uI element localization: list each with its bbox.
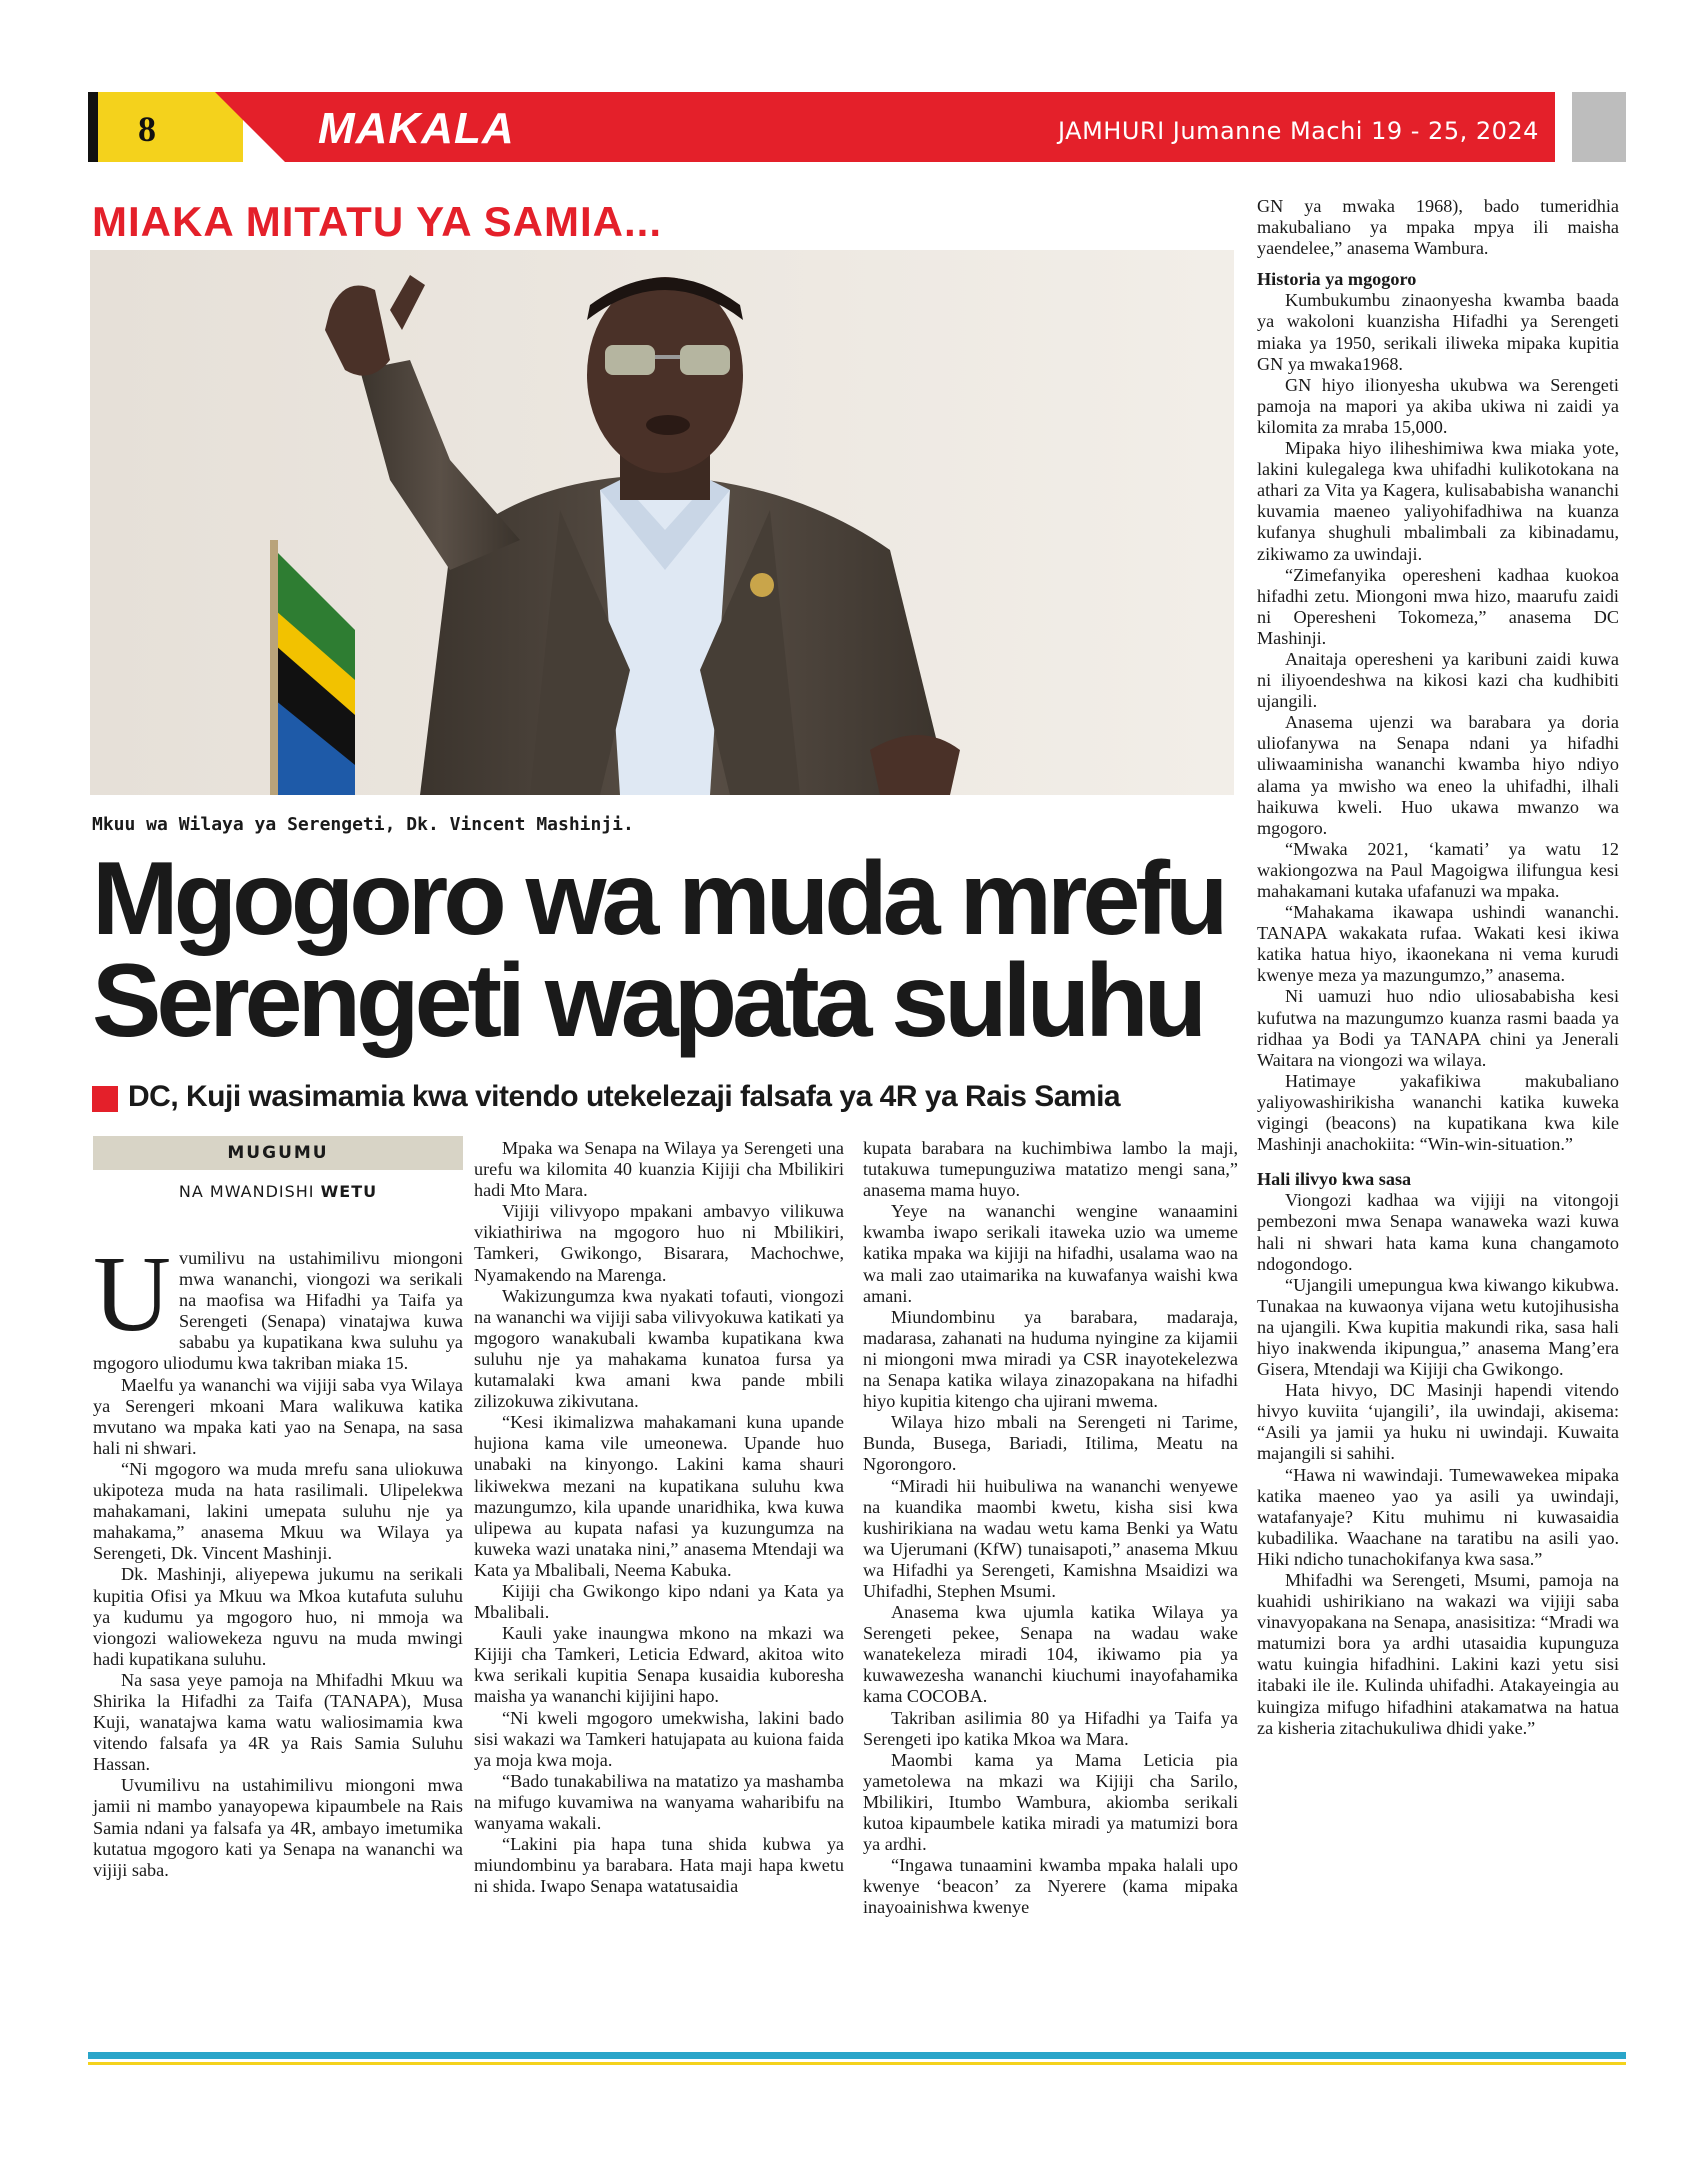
paragraph: Mipaka hiyo iliheshimiwa kwa miaka yote, lakini kulegalega kwa uhifadhi kulikotokana na athari za Vita ya Kagera, kulisababisha wananchi kuvamia maeneo yaliyohifadhiwa na kuanza kufanya shughuli mbalimbali za kibinadamu, zikiwamo za uwindaji. bbox=[1257, 438, 1619, 564]
deck-subheadline: DC, Kuji wasimamia kwa vitendo utekelezaji falsafa ya 4R ya Rais Samia bbox=[128, 1080, 1121, 1113]
paragraph: “Ujangili umepungua kwa kiwango kikubwa. Tunakaa na kuwaonya vijana wetu kutojihusisha na ujangili. Kwa kupitia makundi rika, sasa hali hiyo inakwenda ikipungua,” anasema Mang’era Gisera, Mtendaji wa Kijiji cha Gwikongo. bbox=[1257, 1274, 1619, 1380]
headline-line-2: Serengeti wapata suluhu bbox=[92, 943, 1203, 1059]
paragraph: “Mahakama ikawapa ushindi wananchi. TANAPA wakakata rufaa. Wakati kesi ikiwa katika hatua hiyo, ikaonekana ni vema kurudi kwenye meza ya mazungumzo,” anasema. bbox=[1257, 902, 1619, 986]
paragraph: GN hiyo ilionyesha ukubwa wa Serengeti pamoja na mapori ya akiba ukiwa ni zaidi ya kilomita za mraba 15,000. bbox=[1257, 374, 1619, 437]
paragraph: Na sasa yeye pamoja na Mhifadhi Mkuu wa Shirika la Hifadhi za Taifa (TANAPA), Musa Kuji, wanatajwa kama watu waliosimamia kwa vitendo falsafa ya 4R ya Rais Samia Suluhu Hassan. bbox=[93, 1669, 463, 1775]
photo-caption: Mkuu wa Wilaya ya Serengeti, Dk. Vincent Mashinji. bbox=[92, 814, 634, 835]
paragraph: Hatimaye yakafikiwa makubaliano yaliyowashirikisha wananchi katika kuweka vigingi (beacons) na kupatikana kwa kile Mashinji anachokiita: “Win-win-situation.” bbox=[1257, 1070, 1619, 1155]
paragraph: GN ya mwaka 1968), bado tumeridhia makubaliano ya mpaka mpya ili maisha yaendelee,” anasema Wambura. bbox=[1257, 196, 1619, 259]
paragraph: Yeye na wananchi wengine wanaamini kwamba iwapo serikali itaweka uzio wa umeme katika mpaka wa kijiji na hifadhi, usalama wao na wa mali zao utaimarika na kuwafanya waishi kwa amani. bbox=[863, 1201, 1238, 1306]
kicker-headline: MIAKA MITATU YA SAMIA... bbox=[92, 198, 662, 245]
article-photo bbox=[90, 250, 1234, 795]
paragraph: Viongozi kadhaa wa vijiji na vitongoji pembezoni mwa Senapa wanaweka wazi kuwa hali ni shwari hata kama kuna changamoto ndogondogo. bbox=[1257, 1190, 1619, 1274]
paragraph: Maelfu ya wananchi wa vijiji saba vya Wilaya ya Serengeri mkoani Mara walikuwa katika mvutano wa mpaka kati yao na Senapa, na sasa hali ni shwari. bbox=[93, 1374, 463, 1458]
subheading: Hali ilivyo kwa sasa bbox=[1257, 1169, 1412, 1190]
paragraph: Vijiji vilivyopo mpakani ambavyo vilikuwa vikiathiriwa na mgogoro huo ni Mbilikiri, Tamkeri, Gwikongo, Bisarara, Machochwe, Nyamakendo na Marenga. bbox=[474, 1201, 844, 1285]
paragraph: kupata barabara na kuchimbiwa lambo la maji, tutakuwa tumepunguziwa matatizo mengi sana,” anasema mama huyo. bbox=[863, 1138, 1238, 1201]
paragraph: Maombi kama ya Mama Leticia pia yametolewa na mkazi wa Kijiji cha Sarilo, Mbilikiri, Itumbo Wambura, akiomba serikali kutoa kipaumbele katika miradi ya matumizi bora ya ardhi. bbox=[863, 1749, 1238, 1855]
paragraph: Kauli yake inaungwa mkono na mkazi wa Kijiji cha Tamkeri, Leticia Edward, akitoa wito kwa serikali kupitia Senapa kusaidia kuboresha maisha ya wananchi kijijini hapo. bbox=[474, 1623, 844, 1707]
section-title: MAKALA bbox=[318, 104, 515, 153]
article-column-2 bbox=[474, 1138, 844, 1897]
page-number: 8 bbox=[138, 109, 156, 149]
paragraph: Takriban asilimia 80 ya Hifadhi ya Taifa ya Serengeti ipo katika Mkoa wa Mara. bbox=[863, 1707, 1238, 1749]
paragraph: Kumbukumbu zinaonyesha kwamba baada ya wakoloni kuanzisha Hifadhi ya Serengeti miaka ya 1950, serikali iliweka mipaka kupitia GN ya mwaka1968. bbox=[1257, 290, 1619, 374]
dateline-place: MUGUMU bbox=[93, 1136, 463, 1170]
byline-prefix: NA MWANDISHI bbox=[178, 1182, 315, 1201]
headline-line-1: Mgogoro wa muda mrefu bbox=[92, 841, 1224, 957]
paragraph: Anasema ujenzi wa barabara ya doria uliofanywa na Senapa ndani ya hifadhi uliwaaminisha wananchi kwamba hiyo ndiyo alama ya mwisho wa eneo la uhifadhi, ilhali haikuwa kweli. Huo ukawa mwanzo wa mgogoro. bbox=[1257, 712, 1619, 838]
byline bbox=[93, 1182, 463, 1201]
paragraph: Anaitaja operesheni ya karibuni zaidi kuwa ni iliyoendeshwa na kikosi kazi cha kudhibiti ujangili. bbox=[1257, 648, 1619, 712]
footer-rule-accent bbox=[88, 2062, 1626, 2065]
paragraph: Uvumilivu na ustahimilivu miongoni mwa wananchi, viongozi wa serikali na maofisa wa Hifadhi ya Taifa ya Serengeti (Senapa) vinatajwa kuwa sababu ya kupatikana kwa suluhu ya mgogoro uliodumu kwa takriban miaka 15. bbox=[93, 1235, 463, 1374]
paragraph: Dk. Mashinji, aliyepewa jukumu na serikali kupitia Ofisi ya Mkuu wa Mkoa kutafuta suluhu ya kudumu ya mgogoro huo, ni mmoja wa viongozi waliowekeza nguvu na muda mwingi hadi kupatikana suluhu. bbox=[93, 1564, 463, 1669]
paragraph: Wilaya hizo mbali na Serengeti ni Tarime, Bunda, Busega, Bariadi, Itilima, Meatu na Ngorongoro. bbox=[863, 1412, 1238, 1475]
paragraph: “Ni kweli mgogoro umekwisha, lakini bado sisi wakazi wa Tamkeri hatujapata au kuiona faida ya moja kwa moja. bbox=[474, 1707, 844, 1770]
paragraph: “Mwaka 2021, ‘kamati’ ya watu 12 wakiongozwa na Paul Magoigwa ilifungua kesi mahakamani kutaka ufafanuzi wa mpaka. bbox=[1257, 838, 1619, 901]
paragraph: “Kesi ikimalizwa mahakamani kuna upande hujiona kama vile umeonewa. Upande huo unabaki na kinyongo. Lakini kama shauri likiwekwa mezani na kupatikana suluhu kwa mazungumzo, kila upande unaridhika, kwa kuwa ulipewa au kupata nafasi ya kuzungumza na kuweka wazi unataka nini,” anasema Mtendaji wa Kata ya Mbalibali, Neema Kabuka. bbox=[474, 1412, 844, 1580]
header-end-block bbox=[1572, 92, 1626, 162]
article-column-4 bbox=[1257, 196, 1619, 1739]
paragraph: Uvumilivu na ustahimilivu miongoni mwa jamii ni mambo yanayopewa kipaumbele na Rais Samia ndani ya falsafa ya 4R, ambayo imetumika kutatua mgogoro kati ya Senapa na wananchi wa vijiji saba. bbox=[93, 1775, 463, 1880]
footer-rule bbox=[88, 2052, 1626, 2059]
paragraph: Mpaka wa Senapa na Wilaya ya Serengeti una urefu wa kilomita 40 kuanzia Kijiji cha Mbilikiri hadi Mto Mara. bbox=[474, 1138, 844, 1201]
subheading: Historia ya mgogoro bbox=[1257, 269, 1417, 290]
paragraph: “Bado tunakabiliwa na matatizo ya mashamba na mifugo kuvamiwa na wanyama waharibifu na wanyama wakali. bbox=[474, 1770, 844, 1833]
paragraph: Hata hivyo, DC Masinji hapendi vitendo hivyo kuviita ‘ujangili’, ila uwindaji, akisema: “Asili ya jamii ya huku ni uwindaji. Kuwaita majangili si sahihi. bbox=[1257, 1380, 1619, 1464]
article-column-1 bbox=[93, 1235, 463, 1881]
byline-name: WETU bbox=[320, 1182, 378, 1201]
paragraph: Miundombinu ya barabara, madaraja, madarasa, zahanati na huduma nyingine za kijamii ni miongoni mwa miradi ya CSR inayotekelezwa na Senapa katika wilaya zinazopakana na hifadhi hiyo kupitia kitengo cha ujirani mwema. bbox=[863, 1306, 1238, 1412]
article-column-3 bbox=[863, 1138, 1238, 1918]
paragraph: “Hawa ni wawindaji. Tumewawekea mipaka katika maeneo yao ya asili ya uwindaji, watafanyaje? Kitu muhimu ni kuwasaidia kubadilika. Waachane na taratibu na asili yao. Hiki ndicho tunachokifanya kwa sasa.” bbox=[1257, 1464, 1619, 1569]
paragraph: Ni uamuzi huo ndio uliosababisha kesi kufutwa na mazungumzo kuanza rasmi baada ya ridhaa ya Bodi ya TANAPA chini ya Jenerali Waitara na viongozi wa wilaya. bbox=[1257, 986, 1619, 1070]
paragraph: “Miradi hii huibuliwa na wananchi wenyewe na kuandika maombi kwetu, kisha sisi kwa kushirikiana na wadau wetu kama Benki ya Watu wa Ujerumani (KfW) tunaisapoti,” anasema Mkuu wa Hifadhi ya Serengeti, Kamishna Msaidizi wa Uhifadhi, Stephen Msumi. bbox=[863, 1475, 1238, 1601]
main-headline bbox=[92, 841, 1242, 1059]
header-edge-bar bbox=[88, 92, 98, 162]
paragraph: “Ni mgogoro wa muda mrefu sana uliokuwa ukipoteza muda na hata rasilimali. Ulipelekwa mahakamani, lakini umepata suluhu nje ya mahakama,” anasema Mkuu wa Wilaya ya Serengeti, Dk. Vincent Mashinji. bbox=[93, 1458, 463, 1564]
paragraph: “Ingawa tunaamini kwamba mpaka halali upo kwenye ‘beacon’ za Nyerere (kama mipaka inayoainishwa kwenye bbox=[863, 1855, 1238, 1918]
drop-cap: U bbox=[93, 1235, 171, 1354]
paragraph: Kijiji cha Gwikongo kipo ndani ya Kata ya Mbalibali. bbox=[474, 1580, 844, 1623]
paragraph: Anasema kwa ujumla katika Wilaya ya Serengeti pekee, Senapa na wadau wake wanatekeleza miradi 104, ikiwamo pia ya kuwawezesha wananchi kiuchumi inayofahamika kama COCOBA. bbox=[863, 1602, 1238, 1707]
paragraph: Mhifadhi wa Serengeti, Msumi, pamoja na kuahidi ushirikiano na wakazi wa vijiji saba vinavyopakana na Senapa, anasisitiza: “Mradi wa matumizi bora ya ardhi utasaidia kupunguza watu kuingia hifadhini. Lakini kazi yetu sisi itabaki ile ile. Kulinda uhifadhi. Atakayeingia au kuingiza mifugo hifadhini atakamatwa na hatua za kisheria zitachukuliwa dhidi yake.” bbox=[1257, 1570, 1619, 1738]
paragraph: “Lakini pia hapa tuna shida kubwa ya miundombinu ya barabara. Hata maji hapa kwetu ni shida. Iwapo Senapa watatusaidia bbox=[474, 1834, 844, 1897]
paragraph: Wakizungumza kwa nyakati tofauti, viongozi na wananchi wa vijiji saba vilivyokuwa katikati ya mgogoro wanakubali kwamba kupatikana kwa suluhu nje ya mahakama kunatoa fursa ya kutamalaki kwa amani kwa pande mbili zilizokuwa zikivutana. bbox=[474, 1285, 844, 1412]
header-page-tab bbox=[98, 92, 243, 162]
paragraph: “Zimefanyika operesheni kadhaa kuokoa hifadhi zetu. Miongoni mwa hizo, maarufu zaidi ni Operesheni Tokomeza,” anasema DC Mashinji. bbox=[1257, 564, 1619, 648]
portrait-illustration bbox=[90, 250, 1234, 795]
issue-date: JAMHURI Jumanne Machi 19 - 25, 2024 bbox=[1058, 117, 1539, 145]
deck-bullet-icon bbox=[92, 1086, 118, 1112]
